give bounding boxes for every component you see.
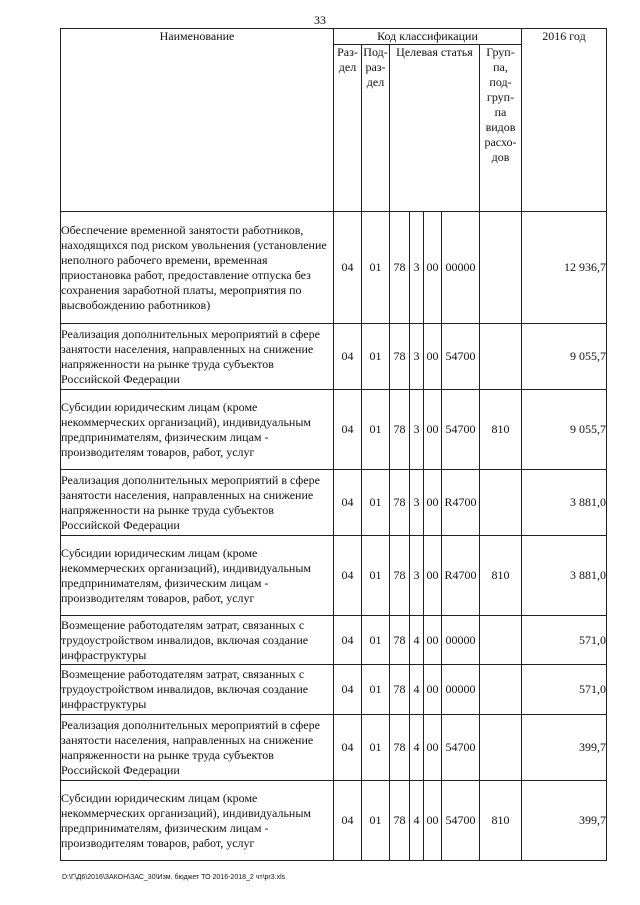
row-target-3: 00 — [424, 715, 442, 781]
row-subsection: 01 — [362, 665, 390, 715]
row-target-3: 00 — [424, 616, 442, 665]
row-subsection: 01 — [362, 616, 390, 665]
row-amount: 571,0 — [522, 665, 607, 715]
row-target-2: 4 — [410, 665, 424, 715]
row-amount: 3 881,0 — [522, 536, 607, 616]
row-target-3: 00 — [424, 212, 442, 324]
header-name: Наименование — [61, 29, 334, 212]
row-amount: 399,7 — [522, 781, 607, 861]
row-name: Субсидии юридическим лицам (кроме некоммерческих организаций), индивидуальным предпринимателям, физическим лицам - производителям товаров, работ, услуг — [61, 536, 334, 616]
row-target-1: 78 — [390, 324, 410, 390]
row-section: 04 — [334, 781, 362, 861]
row-amount: 399,7 — [522, 715, 607, 781]
row-target-2: 4 — [410, 781, 424, 861]
row-name: Реализация дополнительных мероприятий в сфере занятости населения, направленных на снижение напряженности на рынке труда субъектов Российской Федерации — [61, 324, 334, 390]
row-group — [480, 470, 522, 536]
row-target-1: 78 — [390, 616, 410, 665]
budget-table — [60, 28, 607, 861]
row-group: 810 — [480, 390, 522, 470]
row-target-1: 78 — [390, 536, 410, 616]
row-target-2: 4 — [410, 616, 424, 665]
table-row — [61, 536, 607, 616]
row-amount: 9 055,7 — [522, 324, 607, 390]
row-group — [480, 616, 522, 665]
row-target-1: 78 — [390, 470, 410, 536]
row-amount: 12 936,7 — [522, 212, 607, 324]
row-target-1: 78 — [390, 715, 410, 781]
header-target: Целевая статья — [390, 45, 480, 212]
header-group: Груп- па, под- груп- па видов расхо- дов — [480, 45, 522, 212]
row-target-1: 78 — [390, 212, 410, 324]
header-subsection: Под- раз- дел — [362, 45, 390, 212]
row-section: 04 — [334, 324, 362, 390]
table-row — [61, 781, 607, 861]
row-target-3: 00 — [424, 781, 442, 861]
row-target-2: 4 — [410, 715, 424, 781]
row-section: 04 — [334, 536, 362, 616]
row-group — [480, 212, 522, 324]
row-amount: 3 881,0 — [522, 470, 607, 536]
header-year: 2016 год — [522, 29, 607, 212]
row-target-2: 3 — [410, 390, 424, 470]
row-target-4: 00000 — [442, 616, 480, 665]
header-section: Раз- дел — [334, 45, 362, 212]
row-target-4: R4700 — [442, 536, 480, 616]
row-target-4: 54700 — [442, 324, 480, 390]
table-row — [61, 324, 607, 390]
row-target-2: 3 — [410, 324, 424, 390]
table-body — [61, 212, 607, 861]
row-name: Реализация дополнительных мероприятий в сфере занятости населения, направленных на снижение напряженности на рынке труда субъектов Российской Федерации — [61, 470, 334, 536]
row-subsection: 01 — [362, 212, 390, 324]
row-section: 04 — [334, 470, 362, 536]
row-target-4: 00000 — [442, 212, 480, 324]
row-subsection: 01 — [362, 781, 390, 861]
row-target-4: 54700 — [442, 781, 480, 861]
table-row — [61, 470, 607, 536]
row-section: 04 — [334, 715, 362, 781]
row-target-4: 54700 — [442, 390, 480, 470]
row-group: 810 — [480, 781, 522, 861]
table-row — [61, 715, 607, 781]
row-section: 04 — [334, 616, 362, 665]
table-row — [61, 212, 607, 324]
header-code: Код классификации — [334, 29, 522, 45]
row-name: Возмещение работодателям затрат, связанных с трудоустройством инвалидов, включая создание инфраструктуры — [61, 665, 334, 715]
row-group: 810 — [480, 536, 522, 616]
row-group — [480, 324, 522, 390]
row-section: 04 — [334, 212, 362, 324]
row-name: Реализация дополнительных мероприятий в сфере занятости населения, направленных на снижение напряженности на рынке труда субъектов Российской Федерации — [61, 715, 334, 781]
table-row — [61, 616, 607, 665]
row-amount: 571,0 — [522, 616, 607, 665]
page-number: 33 — [314, 13, 326, 27]
row-target-2: 3 — [410, 212, 424, 324]
row-target-4: 00000 — [442, 665, 480, 715]
row-target-3: 00 — [424, 324, 442, 390]
row-group — [480, 665, 522, 715]
row-section: 04 — [334, 390, 362, 470]
row-name: Обеспечение временной занятости работников, находящихся под риском увольнения (установление неполного рабочего времени, временная приостановка работ, предоставление отпуска без сохранения заработной платы, мероприятия по высвобождению работников) — [61, 212, 334, 324]
footer-path: D:\Г\Д6\2016\ЗАКОН\ЗАС_30\Изм. бюджет ТО 2016-2018_2 чт\pr3.xls — [62, 874, 286, 881]
row-target-1: 78 — [390, 781, 410, 861]
row-name: Субсидии юридическим лицам (кроме некоммерческих организаций), индивидуальным предпринимателям, физическим лицам - производителям товаров, работ, услуг — [61, 390, 334, 470]
row-subsection: 01 — [362, 470, 390, 536]
row-target-1: 78 — [390, 665, 410, 715]
row-subsection: 01 — [362, 536, 390, 616]
row-subsection: 01 — [362, 715, 390, 781]
row-name: Возмещение работодателям затрат, связанных с трудоустройством инвалидов, включая создание инфраструктуры — [61, 616, 334, 665]
row-target-3: 00 — [424, 390, 442, 470]
row-section: 04 — [334, 665, 362, 715]
row-target-4: R4700 — [442, 470, 480, 536]
row-target-3: 00 — [424, 470, 442, 536]
row-amount: 9 055,7 — [522, 390, 607, 470]
row-target-1: 78 — [390, 390, 410, 470]
table-row — [61, 390, 607, 470]
row-target-3: 00 — [424, 536, 442, 616]
row-target-2: 3 — [410, 470, 424, 536]
row-subsection: 01 — [362, 390, 390, 470]
row-name: Субсидии юридическим лицам (кроме некоммерческих организаций), индивидуальным предпринимателям, физическим лицам - производителям товаров, работ, услуг — [61, 781, 334, 861]
row-target-2: 3 — [410, 536, 424, 616]
row-group — [480, 715, 522, 781]
row-target-4: 54700 — [442, 715, 480, 781]
row-target-3: 00 — [424, 665, 442, 715]
row-subsection: 01 — [362, 324, 390, 390]
table-row — [61, 665, 607, 715]
